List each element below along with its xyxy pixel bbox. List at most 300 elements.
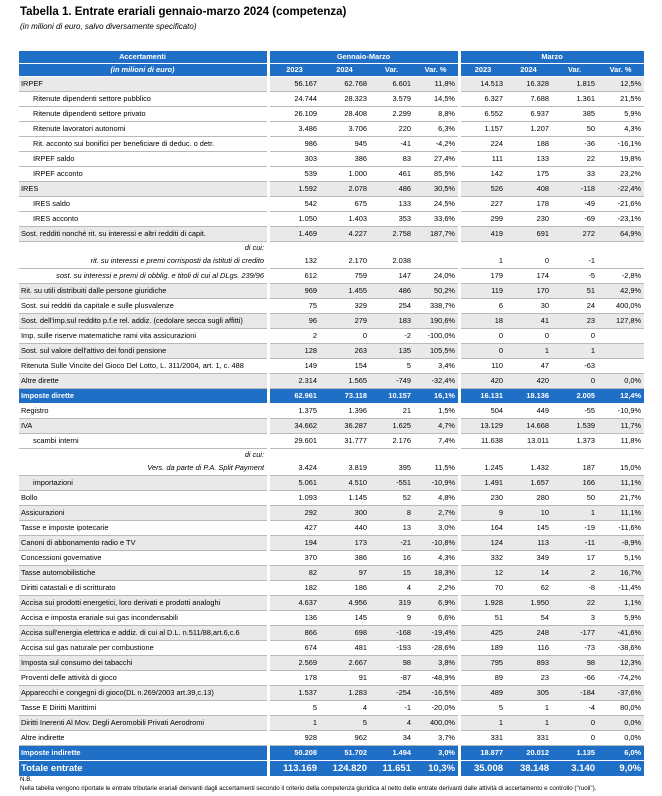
cell-value: -11,4% [598,581,644,596]
cell-value: 42,9% [598,284,644,299]
cell-value: 14,5% [414,92,458,107]
cell-value: 16.328 [506,77,552,92]
cell-value: 420 [461,374,506,389]
row-label: Totale entrate [19,761,267,777]
cell-value: 82 [270,566,320,581]
cell-value: 62 [506,581,552,596]
row-label: scambi interni [19,434,267,449]
cell-value: 23 [552,314,598,329]
table-row [19,581,644,596]
table-row [19,566,644,581]
cell-value: 1.657 [506,476,552,491]
cell-value: -184 [552,686,598,701]
cell-value: 182 [270,581,320,596]
cell-value: 4 [370,716,414,731]
row-label: Ritenute dipendenti settore pubblico [19,92,267,107]
cell-value: 254 [370,299,414,314]
cell-value [461,449,506,462]
cell-value: 408 [506,182,552,197]
cell-value: -28,6% [414,641,458,656]
cell-value: 187,7% [414,227,458,242]
cell-value: 190,6% [414,314,458,329]
cell-value: 16 [370,551,414,566]
cell-value: 0,0% [598,374,644,389]
cell-value: 2.758 [370,227,414,242]
cell-value: 1.625 [370,419,414,434]
cell-value [506,449,552,462]
cell-value: 18 [461,314,506,329]
table-row [19,701,644,716]
cell-value: 539 [270,167,320,182]
table-row [19,197,644,212]
cell-value: 3,0% [414,746,458,761]
cell-value: 17 [552,551,598,566]
cell-value: 5 [370,359,414,374]
cell-value: 5,1% [598,551,644,566]
row-label: Altre dirette [19,374,267,389]
cell-value [270,242,320,255]
cell-value: 189 [461,641,506,656]
row-label: Proventi delle attività di gioco [19,671,267,686]
table-row [19,506,644,521]
cell-value: 38.148 [506,761,552,777]
cell-value: 145 [320,611,370,626]
cell-value: 224 [461,137,506,152]
cell-value: 166 [552,476,598,491]
cell-value: 70 [461,581,506,596]
cell-value: 0 [552,716,598,731]
header-col: Var. % [414,64,458,77]
cell-value: -21 [370,536,414,551]
table-row [19,461,644,476]
cell-value: 338,7% [414,299,458,314]
cell-value: 34.662 [270,419,320,434]
cell-value: 542 [270,197,320,212]
table-row [19,419,644,434]
row-label: IRPEF [19,77,267,92]
cell-value: 6,9% [414,596,458,611]
header-col: 2024 [506,64,552,77]
cell-value: -19 [552,521,598,536]
cell-value: 5 [270,701,320,716]
cell-value: 272 [552,227,598,242]
cell-value: 98 [552,656,598,671]
cell-value: 945 [320,137,370,152]
cell-value: 20.012 [506,746,552,761]
cell-value: -69 [552,212,598,227]
cell-value [270,449,320,462]
cell-value: -19,4% [414,626,458,641]
cell-value: 461 [370,167,414,182]
table-row [19,596,644,611]
header-col: 2023 [270,64,320,77]
cell-value: 6.552 [461,107,506,122]
cell-value: -10,9% [598,404,644,419]
cell-value: 30 [506,299,552,314]
cell-value: 299 [461,212,506,227]
cell-value: 12,3% [598,656,644,671]
row-label: IRPEF saldo [19,152,267,167]
cell-value: 5 [461,701,506,716]
cell-value: -4 [552,701,598,716]
cell-value: 50,2% [414,284,458,299]
cell-value: 1.950 [506,596,552,611]
cell-value: 116 [506,641,552,656]
cell-value: 1.375 [270,404,320,419]
cell-value: 6 [461,299,506,314]
cell-value: 51 [552,284,598,299]
table-row [19,491,644,506]
cell-value: 10 [506,506,552,521]
cell-value: 353 [370,212,414,227]
cell-value: 96 [270,314,320,329]
cell-value: 11,1% [598,506,644,521]
cell-value: 5,9% [598,107,644,122]
row-label: di cui: [244,243,264,253]
cell-value: 8 [370,506,414,521]
cell-value: 13 [370,521,414,536]
row-label: rit. su interessi e premi corrisposti da istituti di credito [19,254,267,269]
cell-value: -254 [370,686,414,701]
cell-value: 1 [552,344,598,359]
cell-value: 1,5% [414,404,458,419]
cell-value: 612 [270,269,320,284]
table-row [19,299,644,314]
cell-value: 19,8% [598,152,644,167]
cell-value: 400,0% [414,716,458,731]
cell-value: 13.129 [461,419,506,434]
cell-value: 6,0% [598,746,644,761]
cell-value: 2,7% [414,506,458,521]
cell-value: -2,8% [598,269,644,284]
cell-value: -5 [552,269,598,284]
cell-value: 24 [552,299,598,314]
cell-value: 1.494 [370,746,414,761]
cell-value: 24,0% [414,269,458,284]
cell-value: 1 [506,716,552,731]
cell-value: 27,4% [414,152,458,167]
cell-value: 698 [320,626,370,641]
cell-value: 1.565 [320,374,370,389]
cell-value: 124 [461,536,506,551]
cell-value: -20,0% [414,701,458,716]
cell-value: 1 [461,254,506,269]
cell-value: -193 [370,641,414,656]
row-label: Sost. sul valore dell'attivo dei fondi pensione [19,344,267,359]
cell-value: 386 [320,152,370,167]
cell-value: 504 [461,404,506,419]
table-subtitle: (in milioni di euro, salvo diversamente specificato) [20,22,197,31]
cell-value: 73.118 [320,389,370,404]
cell-value [598,329,644,344]
cell-value: 0 [506,254,552,269]
table-title: Tabella 1. Entrate erariali gennaio-marzo 2024 (competenza) [20,6,347,18]
cell-value: 24.744 [270,92,320,107]
cell-value: -73 [552,641,598,656]
cell-value: 419 [461,227,506,242]
row-label: Ritenuta Sulle Vincite del Gioco Del Lotto, L. 311/2004, art. 1, c. 488 [19,359,267,374]
row-label: Accisa sull'energia elettrica e addiz. di cui al D.L. n.511/88,art.6,c.6 [19,626,267,641]
cell-value: 0 [320,329,370,344]
cell-value: -23,1% [598,212,644,227]
row-label: Concessioni governative [19,551,267,566]
row-label: Sost. dell'imp.sul reddito p.f.e rel. addiz. (cedolare secca sugli affitti) [19,314,267,329]
cell-value: 675 [320,197,370,212]
cell-value: 486 [370,284,414,299]
cell-value: 11,8% [598,434,644,449]
cell-value: 75 [270,299,320,314]
cell-value: 6.937 [506,107,552,122]
row-label: IRES [19,182,267,197]
cell-value: 62.768 [320,77,370,92]
cell-value: 174 [506,269,552,284]
header-col: 2023 [461,64,506,77]
cell-value: 969 [270,284,320,299]
cell-value: 4.510 [320,476,370,491]
cell-value: 33 [552,167,598,182]
cell-value: 3 [552,611,598,626]
cell-value: 1.403 [320,212,370,227]
cell-value: 1,1% [598,596,644,611]
cell-value: 2 [270,329,320,344]
cell-value: 305 [506,686,552,701]
cell-value: 4 [320,701,370,716]
header-label: Accertamenti [19,51,267,64]
cell-value: 986 [270,137,320,152]
table-row [19,329,644,344]
cell-value: 526 [461,182,506,197]
row-label: IVA [19,419,267,434]
cell-value: -38,6% [598,641,644,656]
cell-value: 4 [370,581,414,596]
cell-value: -63 [552,359,598,374]
row-label: Canoni di abbonamento radio e TV [19,536,267,551]
cell-value: -36 [552,137,598,152]
cell-value: 227 [461,197,506,212]
row-label: di cui: [244,450,264,460]
cell-value: -32,4% [414,374,458,389]
cell-value: -41 [370,137,414,152]
cell-value: -2 [370,329,414,344]
cell-value: 1.539 [552,419,598,434]
row-label: Ritenute dipendenti settore privato [19,107,267,122]
cell-value: 170 [506,284,552,299]
table-row [19,761,644,777]
cell-value: 111 [461,152,506,167]
row-label: Accisa sui prodotti energetici, loro derivati e prodotti analoghi [19,596,267,611]
cell-value: 91 [320,671,370,686]
row-label: IRPEF acconto [19,167,267,182]
cell-value: -41,6% [598,626,644,641]
cell-value: 2,2% [414,581,458,596]
cell-value: 21 [370,404,414,419]
cell-value: 188 [506,137,552,152]
cell-value: 127,8% [598,314,644,329]
cell-value: 173 [320,536,370,551]
cell-value: 34 [370,731,414,746]
cell-value: 674 [270,641,320,656]
cell-value: 2.569 [270,656,320,671]
cell-value: 14 [506,566,552,581]
cell-value: 113.169 [270,761,320,777]
cell-value: 3,8% [414,656,458,671]
cell-value: 1.283 [320,686,370,701]
cell-value: 3.579 [370,92,414,107]
cell-value: -10,8% [414,536,458,551]
cell-value: 2.667 [320,656,370,671]
cell-value [598,359,644,374]
cell-value: 962 [320,731,370,746]
row-label: Sost. sui redditi da capitale e sulle plusvalenze [19,299,267,314]
row-label: Sost. redditi nonché rit. su interessi e altri redditi di capit. [19,227,267,242]
cell-value: 331 [461,731,506,746]
row-label: Registro [19,404,267,419]
cell-value: 425 [461,626,506,641]
header-sublabel: (in milioni di euro) [19,64,267,77]
cell-value: -749 [370,374,414,389]
cell-value: 113 [506,536,552,551]
cell-value: 1.592 [270,182,320,197]
table-row [19,536,644,551]
table-row [19,167,644,182]
cell-value: 18,3% [414,566,458,581]
table-row [19,389,644,404]
cell-value: 18.136 [506,389,552,404]
cell-value: 1 [506,701,552,716]
cell-value: 83 [370,152,414,167]
cell-value: 54 [506,611,552,626]
cell-value: -10,9% [414,476,458,491]
row-label: Vers. da parte di P.A. Split Payment [19,461,267,476]
cell-value: 0,0% [598,716,644,731]
cell-value: 4.227 [320,227,370,242]
table-row [19,671,644,686]
table-row [19,152,644,167]
cell-value: 292 [270,506,320,521]
cell-value [598,242,644,255]
cell-value: -8,9% [598,536,644,551]
cell-value: 136 [270,611,320,626]
cell-value: 28.323 [320,92,370,107]
row-label: Tasse E Diritti Marittimi [19,701,267,716]
cell-value: 21,7% [598,491,644,506]
cell-value: 319 [370,596,414,611]
cell-value: 1.373 [552,434,598,449]
cell-value: 1.093 [270,491,320,506]
cell-value [414,449,458,462]
cell-value: -55 [552,404,598,419]
cell-value: 928 [270,731,320,746]
row-label: Accisa e imposta erariale sui gas incondensabili [19,611,267,626]
cell-value: -21,6% [598,197,644,212]
cell-value: 395 [370,461,414,476]
cell-value: 28.408 [320,107,370,122]
cell-value: 489 [461,686,506,701]
row-label: IRES acconto [19,212,267,227]
cell-value: 135 [370,344,414,359]
cell-value: 149 [270,359,320,374]
cell-value: 16,1% [414,389,458,404]
cell-value: 1 [270,716,320,731]
cell-value: 187 [552,461,598,476]
cell-value [320,449,370,462]
row-label: Imposte indirette [19,746,267,761]
row-label: Imp. sulle riserve matematiche rami vita assicurazioni [19,329,267,344]
cell-value: 24,5% [414,197,458,212]
row-label: Rit. acconto sui bonifici per beneficiare di deduc. o detr. [19,137,267,152]
cell-value: 6.601 [370,77,414,92]
table-row [19,227,644,242]
revenue-table [19,51,644,776]
table-row [19,449,644,462]
cell-value: 1 [552,506,598,521]
cell-value: 4.637 [270,596,320,611]
cell-value: 22 [552,152,598,167]
cell-value: 420 [506,374,552,389]
cell-value: 2 [552,566,598,581]
cell-value: 1.432 [506,461,552,476]
cell-value: 2.314 [270,374,320,389]
cell-value: 691 [506,227,552,242]
table-row [19,269,644,284]
table-row [19,626,644,641]
header-col: Var. % [598,64,644,77]
cell-value: 29.601 [270,434,320,449]
header-col: Var. [370,64,414,77]
cell-value: 119 [461,284,506,299]
table-row [19,374,644,389]
cell-value: 329 [320,299,370,314]
row-label: Bollo [19,491,267,506]
cell-value: 132 [270,254,320,269]
cell-value: -16,1% [598,137,644,152]
cell-value: 175 [506,167,552,182]
cell-value: 2.038 [370,254,414,269]
header-group-gennaio-marzo: Gennaio-Marzo [270,51,458,64]
cell-value: 0 [461,329,506,344]
table-row [19,746,644,761]
cell-value: 1.491 [461,476,506,491]
row-label: importazioni [19,476,267,491]
cell-value: -1 [552,254,598,269]
cell-value: 1.135 [552,746,598,761]
cell-value: -1 [370,701,414,716]
cell-value: 427 [270,521,320,536]
cell-value: 3.424 [270,461,320,476]
cell-value: 51 [461,611,506,626]
table-row [19,611,644,626]
row-label: Altre indirette [19,731,267,746]
cell-value: 21,5% [598,92,644,107]
cell-value: 128 [270,344,320,359]
cell-value: 1.145 [320,491,370,506]
cell-value: 332 [461,551,506,566]
cell-value: 5 [320,716,370,731]
cell-value: 1.469 [270,227,320,242]
cell-value: 1.245 [461,461,506,476]
cell-value: 178 [270,671,320,686]
row-label: Imposta sul consumo dei tabacchi [19,656,267,671]
cell-value: 866 [270,626,320,641]
cell-value: 15,0% [598,461,644,476]
cell-value [370,242,414,255]
cell-value: 12,4% [598,389,644,404]
cell-value: 1.207 [506,122,552,137]
table-body [19,77,644,777]
cell-value: -48,9% [414,671,458,686]
cell-value: 142 [461,167,506,182]
cell-value [414,254,458,269]
